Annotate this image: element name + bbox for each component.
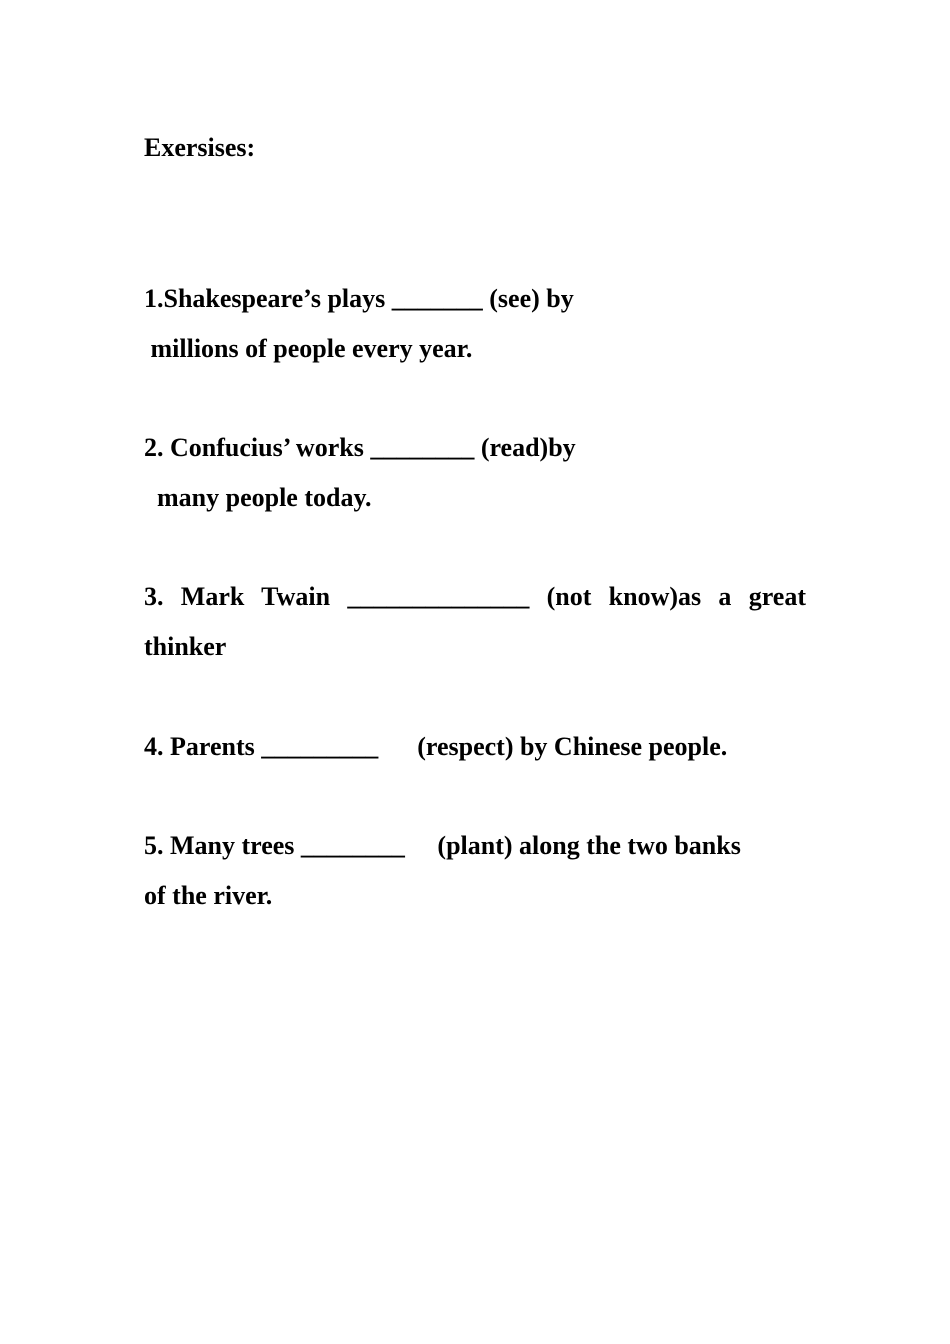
exercise-line: 5. Many trees ________ (plant) along the two banks <box>144 831 741 860</box>
exercise-line: of the river. <box>144 881 273 910</box>
exercise-line: millions of people every year. <box>144 334 473 363</box>
exercise-line: 1.Shakespeare’s plays _______ (see) by <box>144 284 574 313</box>
exercise-line: thinker <box>144 632 227 661</box>
exercise-line: 2. Confucius’ works ________ (read)by <box>144 433 576 462</box>
exercise-line: 3. Mark Twain ______________ (not know)as a great <box>144 582 806 611</box>
exercise-line: 4. Parents _________ (respect) by Chinese people. <box>144 732 728 761</box>
heading: Exersises: <box>144 133 256 162</box>
exercise-line: many people today. <box>144 483 372 512</box>
